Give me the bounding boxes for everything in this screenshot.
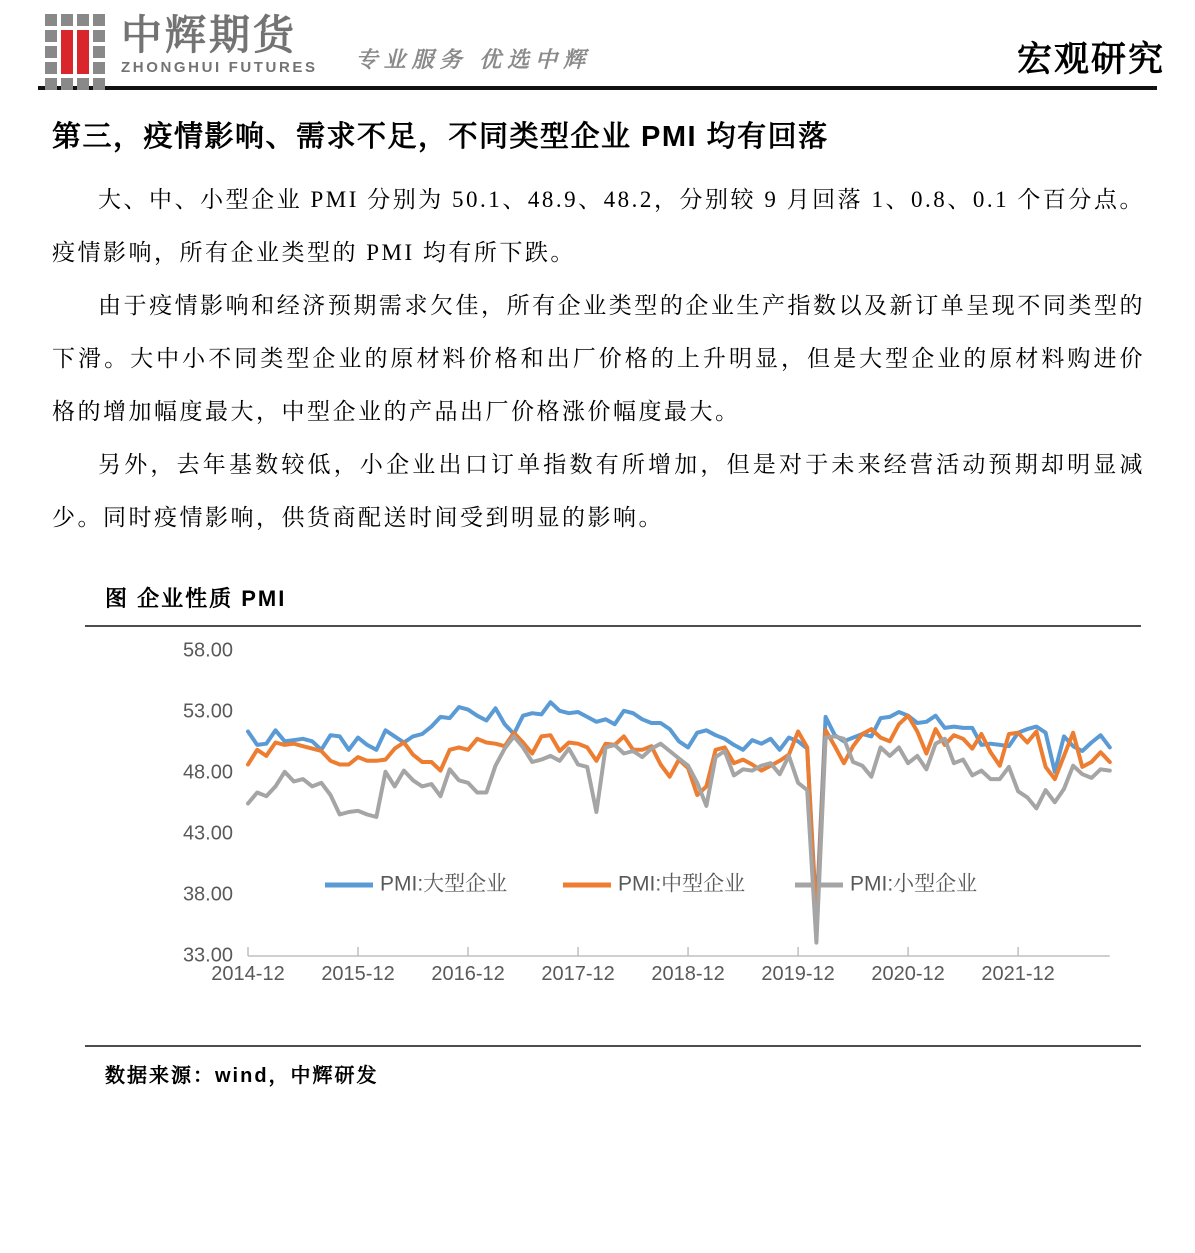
y-axis-label: 48.00 [182, 761, 233, 784]
series-line-2 [248, 736, 1110, 942]
header-divider [38, 86, 1157, 90]
x-axis-label: 2019-12 [761, 963, 835, 985]
y-axis-label: 58.00 [182, 639, 233, 662]
figure-caption: 图 企业性质 PMI [105, 586, 287, 611]
y-axis-label: 33.00 [182, 944, 233, 967]
y-axis-label: 53.00 [182, 700, 233, 723]
y-axis-label: 38.00 [182, 883, 233, 906]
section-title: 第三，疫情影响、需求不足，不同类型企业 PMI 均有回落 [52, 121, 829, 153]
legend-label-2: PMI:小型企业 [850, 872, 978, 896]
x-axis-label: 2016-12 [431, 963, 505, 985]
logo-text-block [121, 14, 318, 76]
y-axis-label: 43.00 [182, 822, 233, 845]
page-header [0, 0, 1195, 84]
paragraph-1: 大、中、小型企业 PMI 分别为 50.1、48.9、48.2，分别较 9 月回落 1、0.8、0.1 个百分点。疫情影响，所有企业类型的 PMI 均有所下跌。 [52, 187, 1145, 265]
x-axis-label: 2020-12 [871, 963, 945, 985]
report-body [52, 173, 1145, 544]
x-axis-label: 2021-12 [981, 963, 1055, 985]
paragraph-3: 另外，去年基数较低，小企业出口订单指数有所增加，但是对于未来经营活动预期却明显减少。同时疫情影响，供货商配送时间受到明显的影响。 [52, 452, 1145, 530]
company-slogan: 专业服务 优选中辉 [355, 47, 592, 72]
pmi-line-chart [85, 627, 1141, 1045]
data-source-note: 数据来源：wind，中辉研发 [105, 1065, 379, 1087]
logo-company-name-en: ZHONGHUI FUTURES [121, 59, 318, 77]
x-axis-label: 2015-12 [321, 963, 395, 985]
x-axis-label: 2014-12 [211, 963, 285, 985]
legend-label-0: PMI:大型企业 [380, 872, 508, 896]
logo-company-name: 中辉期货 [121, 12, 297, 58]
report-category: 宏观研究 [1016, 40, 1165, 79]
x-axis-label: 2017-12 [541, 963, 615, 985]
zhonghui-logo-mark [45, 14, 107, 92]
paragraph-2: 由于疫情影响和经济预期需求欠佳，所有企业类型的企业生产指数以及新订单呈现不同类型的下滑。大中小不同类型企业的原材料价格和出厂价格的上升明显，但是大型企业的原材料购进价格的增加幅度最大，中型企业的产品出厂价格涨价幅度最大。 [52, 293, 1145, 424]
figure-box [85, 625, 1141, 1047]
x-axis-label: 2018-12 [651, 963, 725, 985]
legend-label-1: PMI:中型企业 [618, 872, 746, 896]
